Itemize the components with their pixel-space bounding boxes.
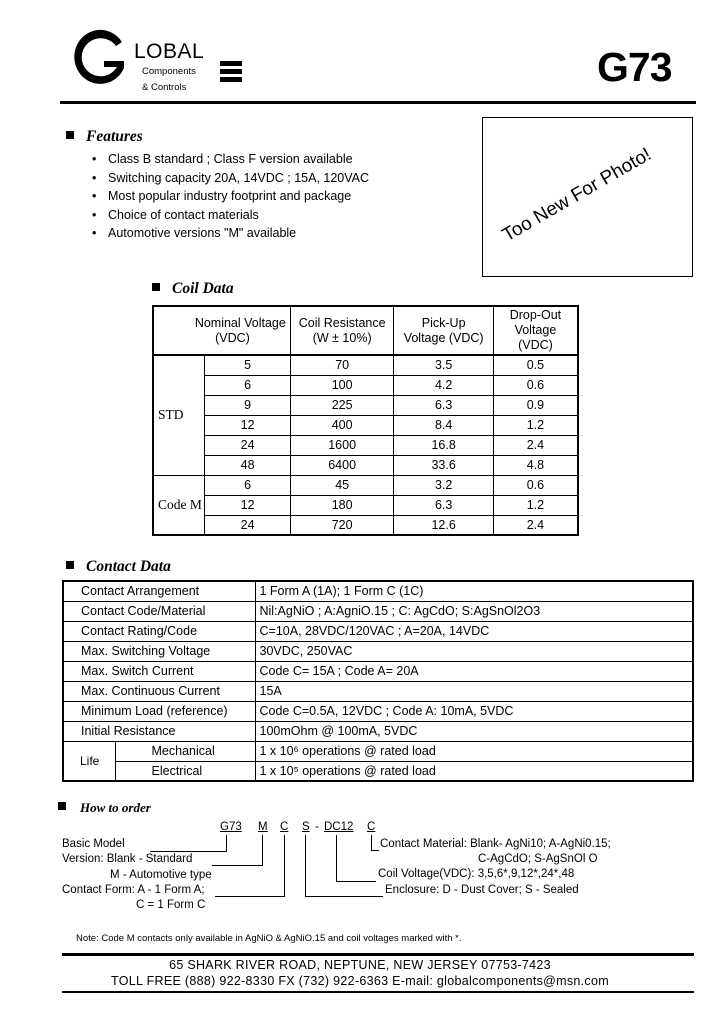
footer-rule — [62, 953, 694, 956]
code-version: M — [258, 821, 268, 833]
connector-line — [226, 835, 227, 852]
table-row: Life Mechanical 1 x 10⁶ operations @ rated load — [63, 741, 693, 761]
code-enclosure: S — [302, 821, 310, 833]
table-row: 12 400 8.4 1.2 — [153, 415, 578, 435]
connector-line — [305, 896, 383, 897]
footer-address: 65 SHARK RIVER ROAD, NEPTUNE, NEW JERSEY 07753-7423 — [169, 958, 551, 972]
code-coil-voltage: DC12 — [324, 821, 354, 833]
logo-name: LOBAL — [134, 40, 205, 63]
header-coil-resistance: Coil Resistance (W ± 10%) — [290, 306, 394, 355]
header-drop-out: Drop-Out Voltage (VDC) — [493, 306, 578, 355]
table-row: Max. Switching Voltage 30VDC, 250VAC — [63, 641, 693, 661]
table-row: 24 720 12.6 2.4 — [153, 515, 578, 535]
table-row: 6 100 4.2 0.6 — [153, 375, 578, 395]
table-row: Contact Arrangement 1 Form A (1A); 1 Form C (1C) — [63, 581, 693, 601]
ordering-note: Note: Code M contacts only available in AgNiO & AgNiO.15 and coil voltages marked with *. — [76, 933, 462, 944]
label-contact-form: Contact Form: A - 1 Form A; — [62, 884, 205, 896]
feature-item: • Most popular industry footprint and package — [92, 187, 369, 206]
table-row: 24 1600 16.8 2.4 — [153, 435, 578, 455]
connector-line — [150, 851, 226, 852]
footer-contact: TOLL FREE (888) 922-8330 FX (732) 922-6363 E-mail: globalcomponents@msn.com — [111, 974, 609, 988]
label-coil-voltage: Coil Voltage(VDC): 3,5,6*,9,12*,24*,48 — [378, 868, 575, 880]
label-contact-material: Contact Material: Blank- AgNi10; A-AgNi0.15; — [380, 838, 611, 850]
table-row: Contact Code/Material Nil:AgNiO ; A:AgniO.15 ; C: AgCdO; S:AgSnOl2O3 — [63, 601, 693, 621]
connector-line — [371, 850, 379, 851]
connector-line — [212, 865, 262, 866]
group-label-std: STD — [153, 355, 205, 475]
label-basic-model: Basic Model — [62, 838, 125, 850]
label-contact-material-2: C-AgCdO; S-AgSnOl O — [478, 853, 598, 865]
logo-subtitle-controls: & Controls — [142, 82, 187, 93]
table-row: Electrical 1 x 10⁵ operations @ rated load — [63, 761, 693, 781]
table-row: Minimum Load (reference) Code C=0.5A, 12VDC ; Code A: 10mA, 5VDC — [63, 701, 693, 721]
group-label-code-m: Code M — [153, 475, 205, 535]
connector-line — [336, 835, 337, 882]
label-enclosure: Enclosure: D - Dust Cover; S - Sealed — [385, 884, 579, 896]
feature-item: • Class B standard ; Class F version available — [92, 150, 369, 169]
contact-data-heading: Contact Data — [66, 558, 171, 576]
connector-line — [284, 835, 285, 897]
table-row: 48 6400 33.6 4.8 — [153, 455, 578, 475]
code-model: G73 — [220, 821, 242, 833]
connector-line — [336, 881, 376, 882]
code-contact-form: C — [280, 821, 289, 833]
photo-placeholder-text: Too New For Photo! — [499, 144, 655, 247]
feature-item: • Automotive versions "M" available — [92, 224, 369, 243]
connector-line — [305, 835, 306, 897]
code-contact-material: C — [367, 821, 376, 833]
header-pick-up: Pick-Up Voltage (VDC) — [394, 306, 493, 355]
table-row: STD 5 70 3.5 0.5 — [153, 355, 578, 375]
how-to-order-heading: How to order — [58, 800, 151, 816]
table-row: Max. Continuous Current 15A — [63, 681, 693, 701]
connector-line — [215, 896, 284, 897]
table-row: Code M 6 45 3.2 0.6 — [153, 475, 578, 495]
feature-item: • Choice of contact materials — [92, 206, 369, 225]
coil-data-heading: Coil Data — [152, 280, 234, 298]
feature-item: • Switching capacity 20A, 14VDC ; 15A, 120VAC — [92, 169, 369, 188]
logo-subtitle-components: Components — [142, 66, 196, 77]
features-heading: Features — [66, 128, 143, 146]
label-contact-form-c: C = 1 Form C — [136, 899, 206, 911]
table-row: 12 180 6.3 1.2 — [153, 495, 578, 515]
header-nominal-voltage: Nominal Voltage (VDC) — [153, 306, 290, 355]
code-separator: - — [315, 821, 319, 833]
connector-line — [262, 835, 263, 866]
table-row: Max. Switch Current Code C= 15A ; Code A= 20A — [63, 661, 693, 681]
table-row: Initial Resistance 100mOhm @ 100mA, 5VDC — [63, 721, 693, 741]
label-version-m: M - Automotive type — [110, 869, 212, 881]
life-label: Life — [63, 741, 115, 781]
label-version: Version: Blank - Standard — [62, 853, 193, 865]
part-number-title: G73 — [597, 44, 672, 90]
connector-line — [371, 835, 372, 851]
footer-bottom-rule — [62, 991, 694, 993]
table-row: Contact Rating/Code C=10A, 28VDC/120VAC ; A=20A, 14VDC — [63, 621, 693, 641]
table-row: 9 225 6.3 0.9 — [153, 395, 578, 415]
